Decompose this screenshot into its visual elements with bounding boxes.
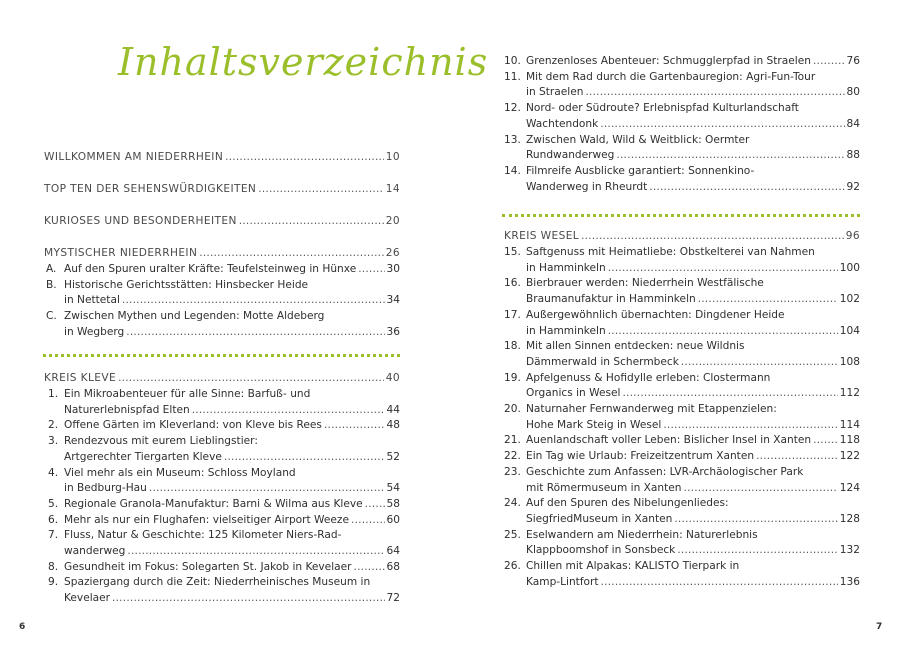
leader-dots <box>698 291 838 307</box>
entry-page: 26 <box>385 247 400 259</box>
toc-entry-line <box>46 277 400 293</box>
entry-page: 104 <box>839 324 860 337</box>
toc-entry-line <box>48 480 400 496</box>
entry-text: mit Römermuseum in Xanten <box>526 481 682 494</box>
entry-page: 100 <box>839 261 860 274</box>
leader-dots <box>324 417 385 433</box>
toc-entry-line <box>48 590 400 606</box>
entry-number: 4. <box>48 466 59 479</box>
toc-title: Inhaltsverzeichnis <box>118 40 489 84</box>
leader-dots <box>581 228 844 244</box>
entry-text: Saftgenuss mit Heimatliebe: Obstkelterei van Nahmen <box>526 246 815 258</box>
entry-text: Rundwanderweg <box>526 149 615 162</box>
toc-entry-line <box>48 543 400 559</box>
entry-text: Historische Gerichtsstätten: Hinsbecker Heide <box>64 278 309 291</box>
entry-text: Eselwandern am Niederrhein: Naturerlebnis <box>526 528 758 541</box>
entry-number: 5. <box>48 497 59 510</box>
entry-number: 19. <box>504 371 521 384</box>
toc-section-row <box>44 245 400 261</box>
entry-text: Fluss, Natur & Geschichte: 125 Kilometer Niers-Rad- <box>64 529 342 542</box>
entry-page: 102 <box>839 293 860 306</box>
toc-section-row <box>504 228 860 244</box>
toc-entry-line <box>504 147 860 163</box>
entry-number: 17. <box>504 308 521 321</box>
entry-number: 8. <box>48 560 59 573</box>
toc-entry-line <box>48 449 400 465</box>
page-number-right: 7 <box>876 622 883 632</box>
entry-text: Geschichte zum Anfassen: LVR-Archäologischer Park <box>526 465 804 478</box>
toc-entry-line <box>504 132 860 148</box>
toc-entry-line <box>504 448 860 464</box>
leader-dots <box>118 370 384 386</box>
leader-dots <box>813 432 838 448</box>
entry-text: MYSTISCHER NIEDERRHEIN <box>44 247 198 259</box>
toc-entry-line <box>504 84 860 100</box>
toc-entry-line <box>48 402 400 418</box>
entry-text: SiegfriedMuseum in Xanten <box>526 512 673 525</box>
toc-entry-line <box>504 432 860 448</box>
entry-text: Mehr als nur ein Flughafen: vielseitiger Airport Weeze <box>64 513 350 526</box>
toc-entry-line <box>504 385 860 401</box>
toc-entry-line <box>504 307 860 323</box>
entry-page: 52 <box>386 450 400 463</box>
entry-text: Zwischen Mythen und Legenden: Motte Aldeberg <box>64 310 325 323</box>
toc-entry-line <box>504 260 860 276</box>
entry-text: Mit dem Rad durch die Gartenbauregion: Agri-Fun-Tour <box>526 70 816 83</box>
entry-text: Wanderweg in Rheurdt <box>526 180 648 193</box>
entry-text: Dämmerwald in Schermbeck <box>526 355 679 368</box>
entry-page: 36 <box>386 325 400 338</box>
toc-entry-line <box>504 511 860 527</box>
entry-text: Bierbrauer werden: Niederrhein Westfälische <box>526 277 764 290</box>
entry-text: Organics in Wesel <box>526 387 621 400</box>
entry-number: 23. <box>504 465 521 478</box>
entry-number: 21. <box>504 434 521 447</box>
leader-dots <box>112 590 384 606</box>
entry-text: Kevelaer <box>64 592 111 605</box>
entry-text: in Wegberg <box>64 325 125 338</box>
entry-text: in Straelen <box>526 86 584 99</box>
entry-page: 88 <box>846 149 860 162</box>
entry-page: 136 <box>839 575 860 588</box>
entry-page: 80 <box>846 86 860 99</box>
leader-dots <box>239 213 384 229</box>
entry-page: 132 <box>839 544 860 557</box>
entry-page: 40 <box>385 372 400 384</box>
entry-text: KREIS WESEL <box>504 230 580 242</box>
toc-entry-line <box>504 495 860 511</box>
entry-page: 30 <box>386 263 400 275</box>
entry-text: Offene Gärten im Kleverland: von Kleve bis Rees <box>64 419 322 432</box>
leader-dots <box>756 448 838 464</box>
entry-page: 10 <box>385 151 400 163</box>
toc-section-row <box>44 370 400 386</box>
toc-entry-line <box>48 417 400 433</box>
entry-page: 96 <box>845 230 860 242</box>
entry-text: Viel mehr als ein Museum: Schloss Moyland <box>64 466 296 479</box>
toc-entry-line <box>46 292 400 308</box>
leader-dots <box>681 354 838 370</box>
toc-entry-line <box>504 116 860 132</box>
entry-text: wanderweg <box>64 545 126 557</box>
dotted-separator <box>43 354 400 357</box>
toc-entry-line <box>504 480 860 496</box>
entry-text: Mit allen Sinnen entdecken: neue Wildnis <box>526 340 745 353</box>
leader-dots <box>365 496 385 512</box>
toc-entry-line <box>504 323 860 339</box>
toc-entry-line <box>48 574 400 590</box>
leader-dots <box>616 147 844 163</box>
entry-text: Regionale Granola-Manufaktur: Barni & Wilma aus Kleve <box>64 497 363 510</box>
entry-page: 60 <box>386 513 400 526</box>
entry-text: Zwischen Wald, Wild & Weitblick: Oermter <box>526 133 750 146</box>
leader-dots <box>813 53 845 69</box>
toc-entry-line <box>46 308 400 324</box>
entry-number: 25. <box>504 528 521 541</box>
leader-dots <box>608 323 838 339</box>
entry-text: Rendezvous mit eurem Lieblingstier: <box>64 435 258 448</box>
entry-number: 9. <box>48 576 59 589</box>
leader-dots <box>601 574 838 590</box>
entry-text: Naturerlebnispfad Elten <box>64 403 190 416</box>
leader-dots <box>225 149 384 165</box>
entry-number: 3. <box>48 435 59 448</box>
entry-text: WILLKOMMEN AM NIEDERRHEIN <box>44 151 224 163</box>
entry-page: 48 <box>386 419 400 432</box>
entry-text: Grenzenloses Abenteuer: Schmugglerpfad in Straelen <box>526 55 811 67</box>
toc-entry-line <box>504 163 860 179</box>
toc-section-row <box>44 213 400 229</box>
entry-text: Filmreife Ausblicke garantiert: Sonnenkino- <box>526 164 755 177</box>
dotted-separator <box>502 214 860 217</box>
entry-text: Kamp-Lintfort <box>526 575 599 588</box>
toc-entry-line <box>504 370 860 386</box>
leader-dots <box>674 511 837 527</box>
entry-number: 10. <box>504 55 521 67</box>
entry-page: 72 <box>386 592 400 605</box>
leader-dots <box>122 292 385 308</box>
entry-number: 12. <box>504 102 521 115</box>
toc-entry-line <box>48 465 400 481</box>
toc-entry-line <box>504 244 860 260</box>
leader-dots <box>127 543 384 559</box>
leader-dots <box>608 260 838 276</box>
entry-page: 114 <box>839 418 860 431</box>
entry-page: 76 <box>846 55 860 67</box>
toc-entry-line <box>48 559 400 575</box>
toc-entry-line <box>48 496 400 512</box>
entry-text: Hohe Mark Steig in Wesel <box>526 418 662 431</box>
entry-page: 124 <box>839 481 860 494</box>
leader-dots <box>126 324 384 340</box>
toc-entry-line <box>504 401 860 417</box>
leader-dots <box>663 417 837 433</box>
entry-text: Ein Mikroabenteuer für alle Sinne: Barfuß- und <box>64 388 311 400</box>
toc-entry-line <box>504 53 860 69</box>
entry-number: 7. <box>48 529 59 542</box>
entry-number: 18. <box>504 340 521 353</box>
toc-entry-line <box>46 261 400 277</box>
entry-page: 108 <box>839 355 860 368</box>
toc-entry-line <box>504 558 860 574</box>
leader-dots <box>149 480 385 496</box>
entry-text: Auenlandschaft voller Leben: Bislicher Insel in Xanten <box>526 434 812 447</box>
toc-section-row <box>44 149 400 165</box>
leader-dots <box>354 559 385 575</box>
entry-number: 13. <box>504 133 521 146</box>
entry-number: 2. <box>48 419 59 432</box>
entry-number: 6. <box>48 513 59 526</box>
toc-entry-line <box>504 100 860 116</box>
toc-entry-line <box>48 512 400 528</box>
leader-dots <box>684 480 838 496</box>
entry-page: 128 <box>839 512 860 525</box>
entry-number: 15. <box>504 246 521 258</box>
entry-number: 24. <box>504 497 521 510</box>
right-page <box>452 0 903 648</box>
toc-entry-line <box>504 574 860 590</box>
entry-page: 64 <box>386 545 400 557</box>
entry-text: Braumanufaktur in Hamminkeln <box>526 293 696 306</box>
toc-entry-line <box>48 527 400 543</box>
page-number-left: 6 <box>19 622 26 632</box>
entry-page: 44 <box>386 403 400 416</box>
entry-page: 34 <box>386 294 400 307</box>
entry-number: A. <box>46 263 57 275</box>
entry-text: KURIOSES UND BESONDERHEITEN <box>44 215 237 227</box>
toc-entry-line <box>504 464 860 480</box>
toc-entry-line <box>504 179 860 195</box>
entry-text: Auf den Spuren uralter Kräfte: Teufelsteinweg in Hünxe <box>64 263 357 275</box>
leader-dots <box>600 116 844 132</box>
entry-number: 11. <box>504 70 521 83</box>
toc-entry-line <box>504 527 860 543</box>
leader-dots <box>351 512 385 528</box>
entry-text: Klappboomshof in Sonsbeck <box>526 544 676 557</box>
entry-number: 22. <box>504 450 521 463</box>
entry-text: Auf den Spuren des Nibelungenliedes: <box>526 497 729 510</box>
toc-entry-line <box>504 417 860 433</box>
entry-text: Ein Tag wie Urlaub: Freizeitzentrum Xanten <box>526 450 755 463</box>
entry-text: Apfelgenuss & Hofidylle erleben: Clostermann <box>526 371 771 384</box>
entry-page: 14 <box>385 183 400 195</box>
entry-text: TOP TEN DER SEHENSWÜRDIGKEITEN <box>44 183 257 195</box>
leader-dots <box>199 245 383 261</box>
entry-page: 92 <box>846 180 860 193</box>
entry-page: 58 <box>386 497 400 510</box>
entry-number: 14. <box>504 164 521 177</box>
entry-text: Chillen mit Alpakas: KALISTO Tierpark in <box>526 560 740 572</box>
leader-dots <box>192 402 385 418</box>
leader-dots <box>358 261 384 277</box>
toc-entry-line <box>504 354 860 370</box>
entry-text: Spaziergang durch die Zeit: Niederrheinisches Museum in <box>64 576 371 589</box>
entry-page: 122 <box>839 450 860 463</box>
leader-dots <box>677 542 837 558</box>
entry-text: Gesundheit im Fokus: Solegarten St. Jakob in Kevelaer <box>64 560 352 573</box>
entry-page: 84 <box>846 117 860 130</box>
entry-text: in Bedburg-Hau <box>64 482 147 495</box>
leader-dots <box>224 449 385 465</box>
toc-entry-line <box>504 291 860 307</box>
entry-page: 20 <box>385 215 400 227</box>
entry-number: 16. <box>504 277 521 290</box>
entry-text: in Hamminkeln <box>526 261 606 274</box>
toc-entry-line <box>504 542 860 558</box>
toc-entry-line <box>48 433 400 449</box>
leader-dots <box>258 181 383 197</box>
entry-text: Naturnaher Fernwanderweg mit Etappenzielen: <box>526 403 777 415</box>
leader-dots <box>622 385 837 401</box>
toc-entry-line <box>504 338 860 354</box>
toc-entry-line <box>46 324 400 340</box>
entry-text: KREIS KLEVE <box>44 372 117 384</box>
entry-number: 1. <box>48 388 59 400</box>
entry-text: in Hamminkeln <box>526 324 606 337</box>
entry-text: Artgerechter Tiergarten Kleve <box>64 450 222 463</box>
entry-text: Wachtendonk <box>526 117 599 130</box>
entry-text: Außergewöhnlich übernachten: Dingdener Heide <box>526 308 785 321</box>
toc-entry-line <box>48 386 400 402</box>
entry-page: 112 <box>839 387 860 400</box>
entry-number: 20. <box>504 403 521 415</box>
entry-number: B. <box>46 278 57 291</box>
entry-page: 118 <box>839 434 860 447</box>
toc-section-row <box>44 181 400 197</box>
toc-entry-line <box>504 275 860 291</box>
entry-text: in Nettetal <box>64 294 120 307</box>
entry-text: Nord- oder Südroute? Erlebnispfad Kulturlandschaft <box>526 102 799 115</box>
entry-page: 54 <box>386 482 400 495</box>
toc-entry-line <box>504 69 860 85</box>
leader-dots <box>649 179 844 195</box>
leader-dots <box>585 84 844 100</box>
entry-number: 26. <box>504 560 521 572</box>
entry-number: C. <box>46 310 57 323</box>
entry-page: 68 <box>386 560 400 573</box>
